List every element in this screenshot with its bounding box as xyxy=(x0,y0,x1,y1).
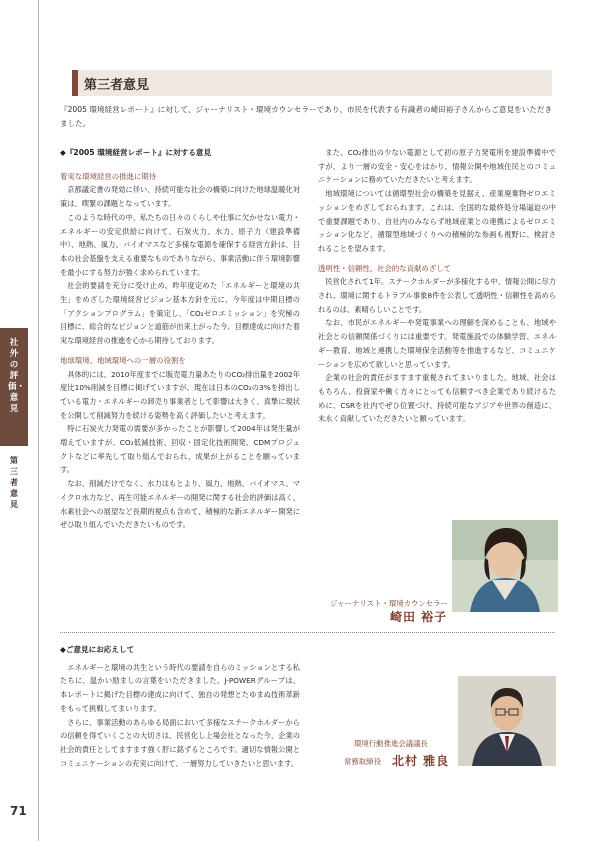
responder-role: 常務取締役 xyxy=(344,757,381,766)
response-heading: ◆ご意見にお応えして xyxy=(60,645,135,654)
page-title: 第三者意見 xyxy=(84,78,150,93)
paragraph: 京都議定書の発効に伴い、持続可能な社会の構築に向けた地球温暖化対策は、喫緊の課題となっています。 xyxy=(60,185,300,209)
section-heading: 着実な環境経営の推進に期待 xyxy=(60,171,157,181)
paragraph: 具体的には、2010年度までに販売電力量あたりのCO₂排出量を2002年度比10%削減を目標に掲げていますが、現在は日本のCO₂の3%を排出している電力・エネルギーの卸売り事業者として影響は大きく、真摯に現状を公開して削減努力を続ける姿勢を高く評価したいと考えます。 xyxy=(60,369,300,420)
responder-dept: 環境行動推進会議議長 xyxy=(354,739,428,748)
paragraph: 企業の社会的責任がますます重視されてまいりました。地域、社会はもちろん、投資家や働く方々にとっても信頼すべき企業であり続けるために、CSRを社内でぜひ位置づけ、持続可能なアジアや世界の創造に、未永く貢献していただきたいと願っています。 xyxy=(318,373,556,424)
author-portrait xyxy=(452,520,558,612)
paragraph: なお、削減だけでなく、水力はもとより、風力、地熱、バイオマス、マイクロ水力など、再生可能エネルギーの開発に関する社会的評価は高く、水素社会への展望など長期的視点も含めて、積極的な新エネルギー開発にぜひ取り組んでいただきたいものです。 xyxy=(60,479,300,530)
title-accent xyxy=(72,70,78,96)
section-tab-label: 社外の評価・意見 xyxy=(8,338,26,414)
paragraph: なお、市民がエネルギーや発電事業への理解を深めることも、地域や社会との信頼関係づくりには重要です。発電施設での体験学習、エネルギー教育、地域と連携した環境保全活動等を推進するなど、コミュニケーションを広めて欲しいと思っています。 xyxy=(318,318,556,369)
author-role: ジャーナリスト・環境カウンセラー xyxy=(330,599,448,608)
portrait-photo-icon xyxy=(458,676,556,766)
response-column-left xyxy=(60,643,300,770)
paragraph: 地域環境については循環型社会の構築を見据え、産業廃棄物ゼロエミッションをめざしておられます。これは、全国的な最終処分場逼迫の中で重要課題であり、自社内のみならず地域産業との連携によるゼロエミッション化など、循環型地域づくりへの積極的な参画も視野に、検討されることを望みます。 xyxy=(318,189,556,253)
paragraph: また、CO₂排出の少ない電源として初の原子力発電所を建設準備中ですが、より一層の安全・安心をはかり、情報公開や地域住民とのコミュニケーションに務めていただきたいと考えます。 xyxy=(318,148,556,185)
paragraph: このような時代の中、私たちの日々のくらしや仕事に欠かせない電力・エネルギーの安定供給に向けて、石炭火力、水力、原子力（建設準備中）、地熱、風力、バイオマスなど多様な電源を確保する経営方針は、日本の社会基盤を支える重要なものでありながら、事業活動に伴う環境影響を最小にする努力が強く求められています。 xyxy=(60,212,300,277)
opinion-heading: ◆『2005 環境経営レポート』に対する意見 xyxy=(60,148,212,157)
portrait-photo-icon xyxy=(452,520,558,612)
section-heading: 地球環境、地域環境への一層の役割を xyxy=(60,355,186,365)
paragraph: 社会的要請を充分に受け止め、昨年度定めた「エネルギーと環境の共生」をめざした環境経営ビジョン基本方針を元に、今年度は中期目標の「アクションプログラム」を策定し、「CO₂ゼロエミッション」を究極の目標に、総合的なビジョンと道筋が出来上がった今、目標達成に向けた着実な環境経営の推進を心から期待しております。 xyxy=(60,281,300,346)
paragraph: 民営化されて1年。ステークホルダーが多様化する中、情報公開に尽力され、環境に関するトラブル事象8件を公表して透明性・信頼性を高められるのは、素晴らしいことです。 xyxy=(318,277,556,314)
paragraph: 特に石炭火力発電の需要が多かったことが影響して2004年は発生量が増えていますが、CO₂低減技術、回収・固定化技術開発、CDMプロジェクトなどに率先して取り組んでおられ、成果が上がることを願っています。 xyxy=(60,424,300,475)
page-number: 71 xyxy=(10,804,27,818)
responder-name: 北村 雅良 xyxy=(392,754,450,768)
section-heading: 透明性・信頼性、社会的な貢献めざして xyxy=(318,263,452,273)
paragraph: さらに、事業活動のあらゆる局面において多様なステークホルダーからの信頼を得ていくことの大切さは、民営化し上場会社となった今、企業の社会的責任としてますます強く肝に銘ずるところです。適切な情報公開とコミュニケーションの充実に向けて、一層努力していきたいと思います。 xyxy=(60,717,300,768)
intro-text: 『2005 環境経営レポート』に対して、ジャーナリスト・環境カウンセラーであり、市民を代表する有識者の崎田裕子さんからご意見をいただきました。 xyxy=(60,105,553,128)
section-divider xyxy=(60,632,555,633)
opinion-column-left xyxy=(60,146,300,532)
opinion-column-right xyxy=(318,146,556,426)
responder-portrait xyxy=(458,676,556,766)
subsection-label: 第三者意見 xyxy=(10,456,18,509)
paragraph: エネルギーと環境の共生という時代の要請を自らのミッションとする私たちに、温かい励ましの言葉をいただきました。J-POWERグループは、本レポートに掲げた目標の達成に向けて、独自の発想とたゆまぬ技術革新をもって挑戦してまいります。 xyxy=(60,662,300,713)
author-name: 崎田 裕子 xyxy=(390,610,448,624)
left-margin-rule xyxy=(38,0,39,841)
